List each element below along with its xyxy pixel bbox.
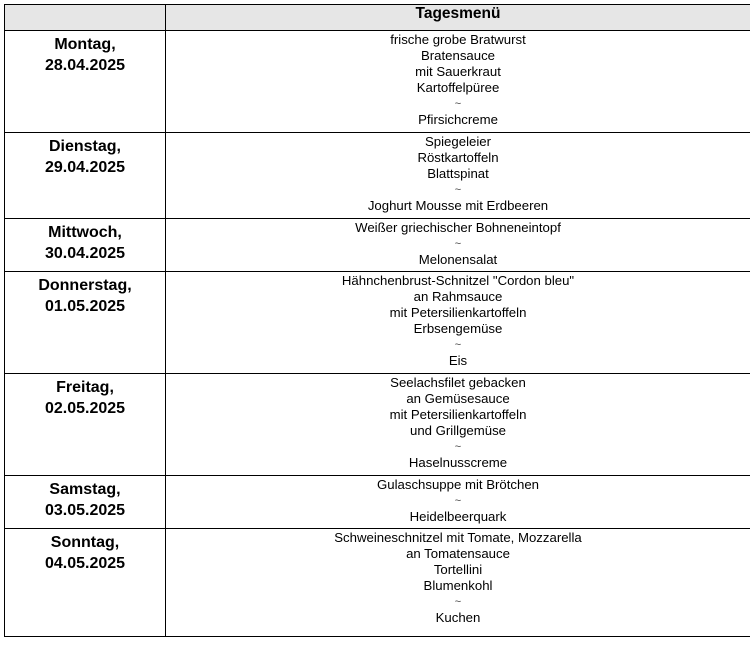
menu-cell (166, 133, 750, 219)
course-separator: ~ (454, 495, 462, 507)
menu-column-header: Tagesmenü (166, 5, 750, 31)
menu-line: Schweineschnitzel mit Tomate, Mozzarella (334, 530, 582, 545)
table-row (5, 272, 750, 374)
menu-line: und Grillgemüse (409, 423, 507, 438)
day-name: Mittwoch, (48, 224, 122, 241)
menu-line: Pfirsichcreme (418, 112, 498, 127)
course-separator: ~ (454, 184, 462, 196)
day-date: 03.05.2025 (44, 502, 126, 519)
menu-line: mit Petersilienkartoffeln (389, 305, 527, 320)
day-cell (5, 31, 166, 133)
table-row (5, 529, 750, 637)
menu-cell (166, 374, 750, 476)
table-row (5, 374, 750, 476)
menu-cell (166, 529, 750, 637)
day-cell (5, 219, 166, 272)
day-date: 29.04.2025 (44, 159, 126, 176)
day-date: 30.04.2025 (44, 245, 126, 262)
day-name: Montag, (54, 36, 116, 53)
menu-line: Blumenkohl (423, 578, 493, 593)
menu-line: Haselnusscreme (408, 455, 508, 470)
menu-line: mit Petersilienkartoffeln (389, 407, 527, 422)
menu-line: Hähnchenbrust-Schnitzel "Cordon bleu" (341, 273, 575, 288)
menu-line: Tortellini (433, 562, 483, 577)
course-separator: ~ (454, 339, 462, 351)
day-date: 28.04.2025 (44, 57, 126, 74)
day-name: Freitag, (56, 379, 114, 396)
menu-line: Weißer griechischer Bohneneintopf (355, 220, 561, 235)
menu-line: Röstkartoffeln (417, 150, 499, 165)
menu-line: Spiegeleier (425, 134, 491, 149)
menu-line: mit Sauerkraut (415, 64, 501, 79)
menu-cell (166, 219, 750, 272)
course-separator: ~ (454, 596, 462, 608)
menu-line: frische grobe Bratwurst (390, 32, 526, 47)
menu-line: Eis (448, 353, 468, 368)
menu-line: Melonensalat (418, 252, 498, 267)
day-date: 04.05.2025 (44, 555, 126, 572)
menu-line: an Tomatensauce (406, 546, 510, 561)
day-name: Donnerstag, (38, 277, 132, 294)
day-name: Samstag, (49, 481, 121, 498)
menu-cell (166, 272, 750, 374)
table-row (5, 219, 750, 272)
day-name: Sonntag, (50, 534, 120, 551)
menu-line: Joghurt Mousse mit Erdbeeren (367, 198, 549, 213)
table-row (5, 476, 750, 529)
day-name: Dienstag, (48, 138, 121, 155)
day-cell (5, 272, 166, 374)
menu-line: Kuchen (435, 610, 481, 625)
day-cell (5, 476, 166, 529)
day-cell (5, 374, 166, 476)
course-separator: ~ (454, 238, 462, 250)
course-separator: ~ (454, 441, 462, 453)
menu-cell (166, 476, 750, 529)
course-separator: ~ (454, 98, 462, 110)
menu-line: an Gemüsesauce (406, 391, 510, 406)
table-row (5, 133, 750, 219)
header-day-cell (5, 5, 166, 31)
day-cell (5, 529, 166, 637)
menu-line: Kartoffelpüree (416, 80, 500, 95)
menu-line: Erbsengemüse (413, 321, 503, 336)
menu-cell (166, 31, 750, 133)
weekly-menu-table (4, 4, 750, 637)
menu-line: Heidelbeerquark (409, 509, 507, 524)
menu-line: Bratensauce (420, 48, 496, 63)
day-date: 02.05.2025 (44, 400, 126, 417)
header-row (5, 5, 750, 31)
menu-line: Blattspinat (427, 166, 489, 181)
day-cell (5, 133, 166, 219)
menu-line: Gulaschsuppe mit Brötchen (377, 477, 539, 492)
day-date: 01.05.2025 (44, 298, 126, 315)
menu-line: an Rahmsauce (413, 289, 503, 304)
table-row (5, 31, 750, 133)
menu-line: Seelachsfilet gebacken (390, 375, 526, 390)
menu-body (5, 31, 750, 637)
